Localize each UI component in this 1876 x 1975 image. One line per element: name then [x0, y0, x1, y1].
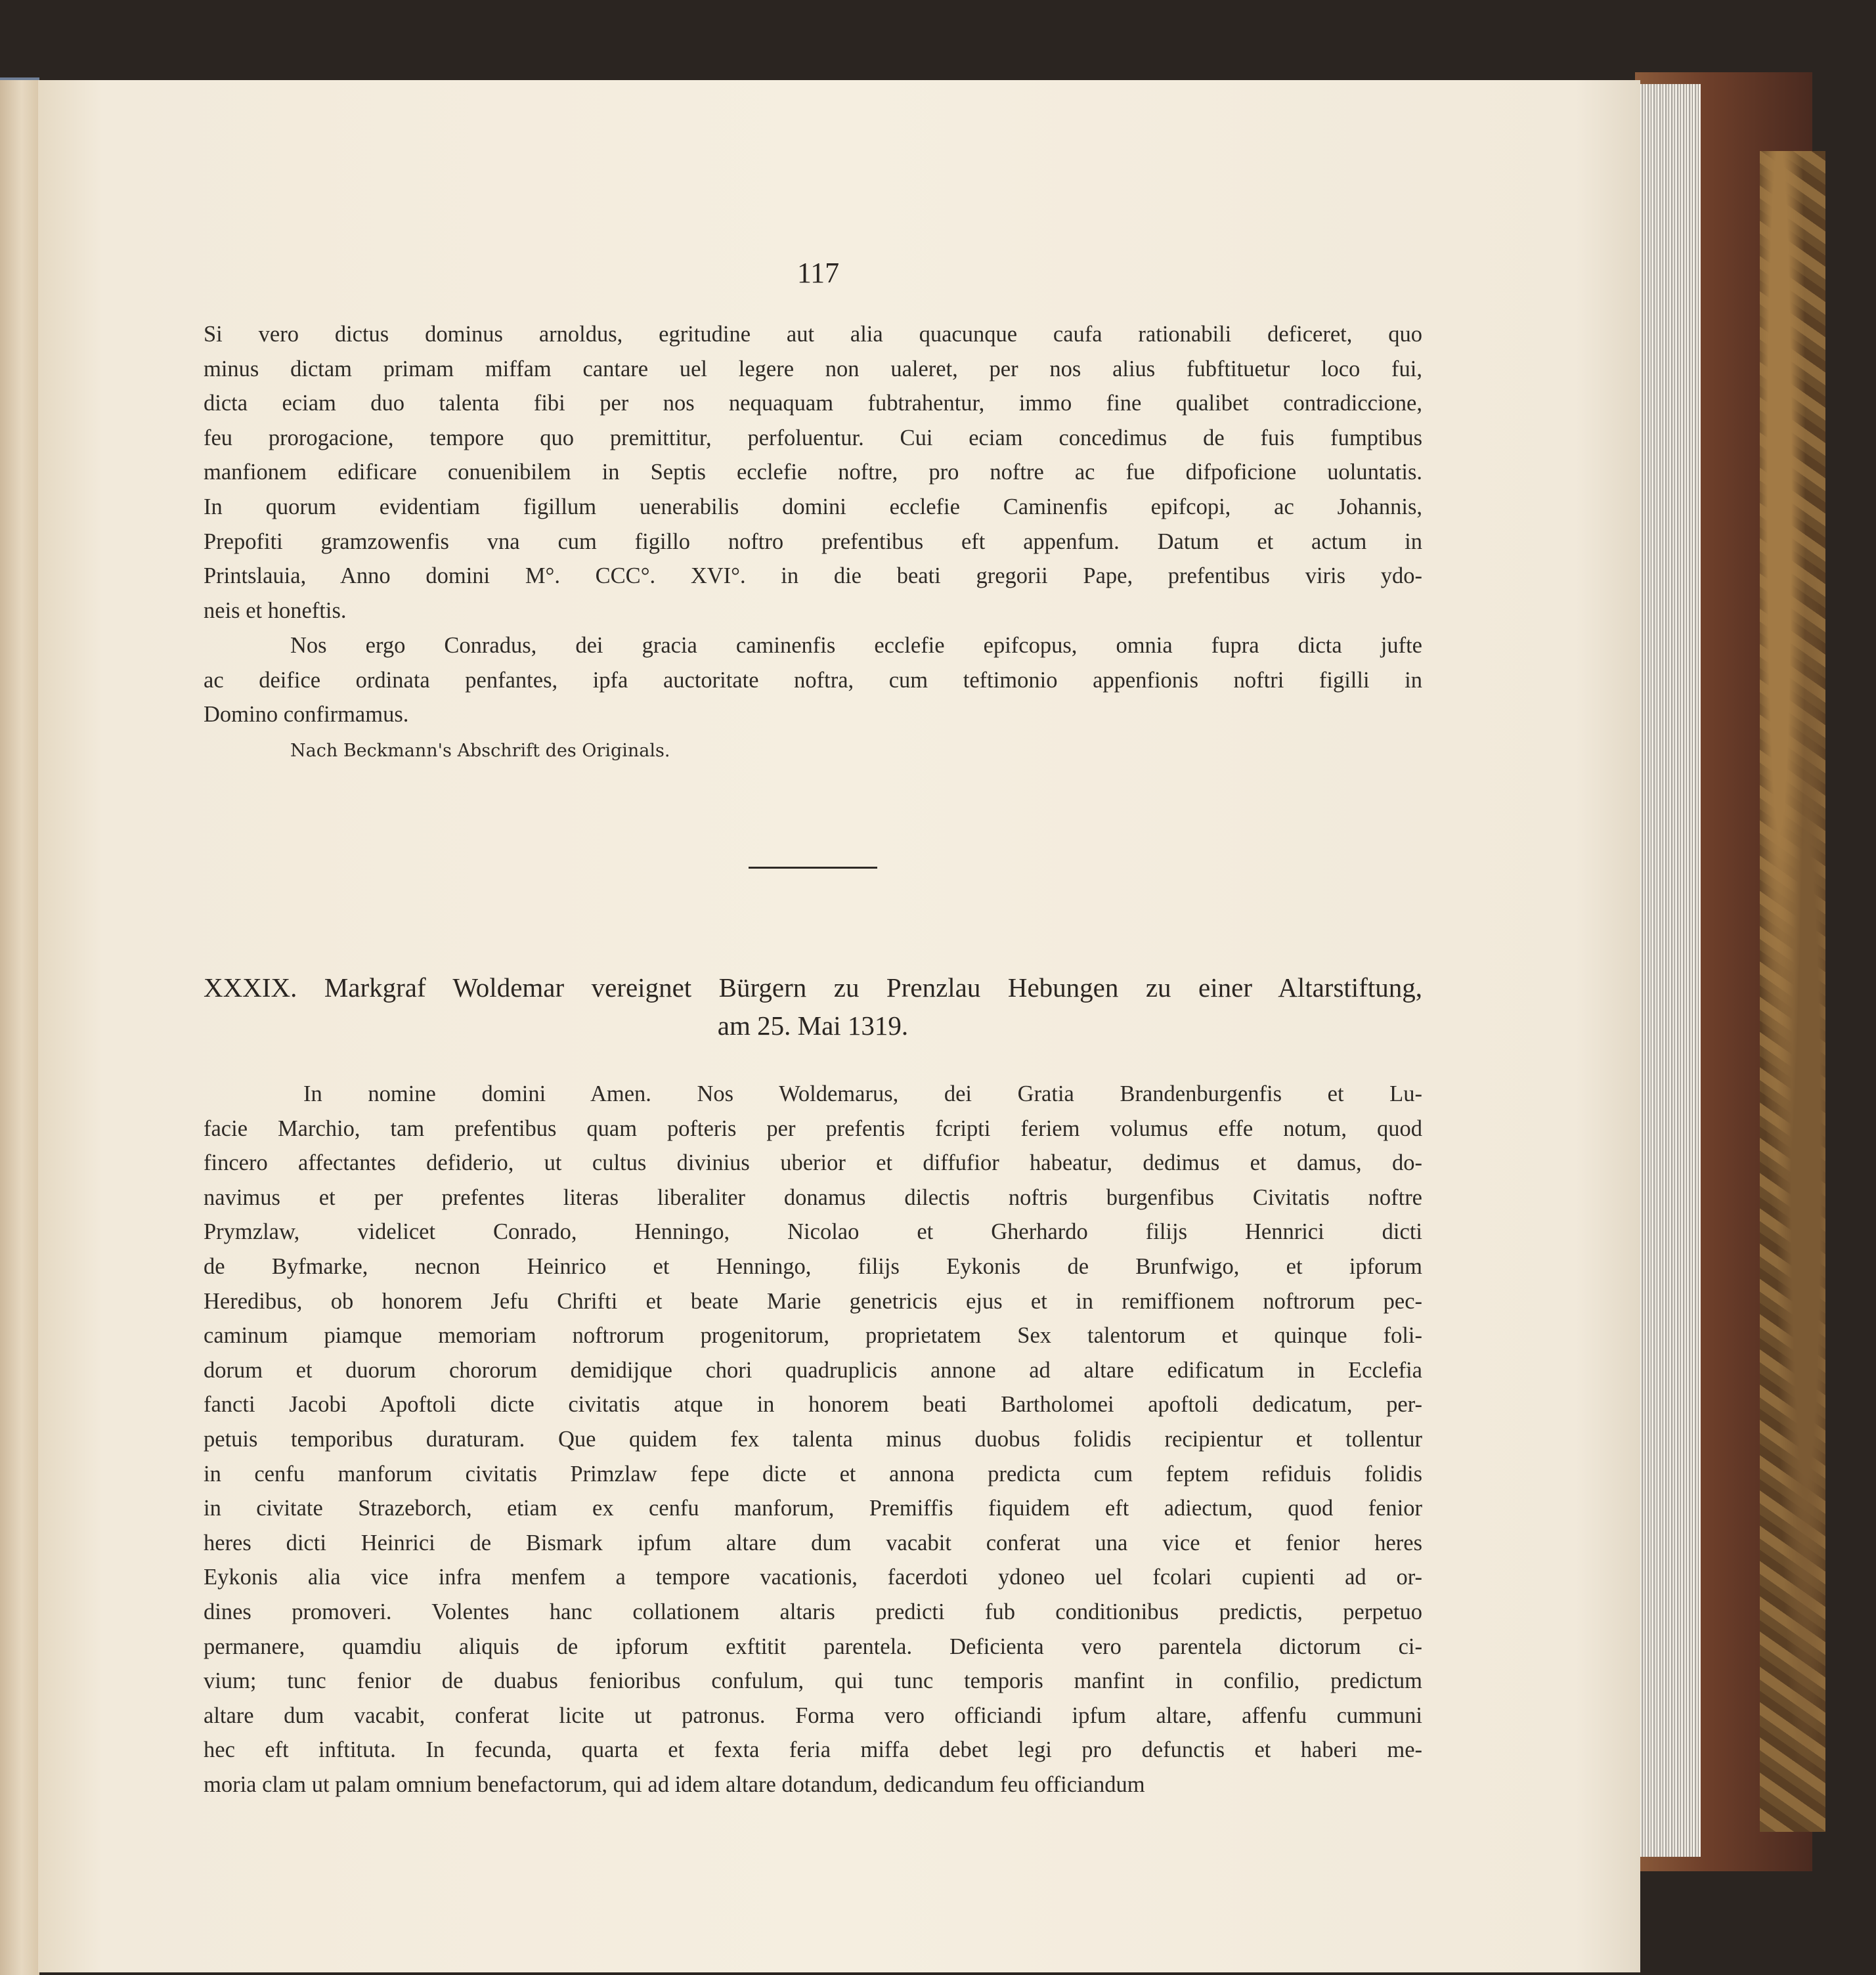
text-line: Nos ergo Conradus, dei gracia caminenfis ecclefie epifcopus, omnia fupra dicta jufte	[290, 633, 1422, 658]
document-heading	[204, 968, 1422, 1044]
text-line: Prymzlaw, videlicet Conrado, Henningo, Nicolao et Gherhardo filijs Hennrici dicti	[204, 1219, 1422, 1245]
text-line: neis et honeftis.	[204, 597, 347, 623]
heading-title: XXXIX. Markgraf Woldemar vereignet Bürgern zu Prenzlau Hebungen zu einer Altarstiftung,	[204, 972, 1422, 1003]
text-line: petuis temporibus duraturam. Que quidem fex talenta minus duobus folidis recipientur et tollentur	[204, 1426, 1422, 1452]
book-page	[38, 80, 1640, 1972]
section-divider	[749, 867, 877, 869]
text-line: In nomine domini Amen. Nos Woldemarus, dei Gratia Brandenburgenfis et Lu-	[303, 1081, 1422, 1106]
left-page-edge	[0, 77, 39, 1975]
text-line: Heredibus, ob honorem Jefu Chrifti et beate Marie genetricis ejus et in remiffionem noftrorum pec-	[204, 1288, 1422, 1314]
text-line: Domino confirmamus.	[204, 702, 409, 727]
text-line: Prepofiti gramzowenfis vna cum figillo noftro prefentibus eft appenfum. Datum et actum in	[204, 529, 1422, 554]
text-line: Si vero dictus dominus arnoldus, egritudine aut alia quacunque caufa rationabili deficeret, quo	[204, 322, 1422, 347]
source-note: Nach Beckmann's Abschrift des Originals.	[290, 741, 670, 761]
text-line: hec eft inftituta. In fecunda, quarta et fexta feria miffa debet legi pro defunctis et haberi me-	[204, 1737, 1422, 1763]
text-line: altare dum vacabit, conferat licite ut patronus. Forma vero officiandi ipfum altare, affenfu cummuni	[204, 1703, 1422, 1728]
text-line: in civitate Strazeborch, etiam ex cenfu manforum, Premiffis fiquidem eft adiectum, quod fenior	[204, 1496, 1422, 1521]
text-line: facie Marchio, tam prefentibus quam pofteris per prefentis fcripti feriem volumus effe notum, quod	[204, 1116, 1422, 1141]
text-line: Eykonis alia vice infra menfem a tempore vacationis, facerdoti ydoneo uel fcolari cupienti ad or-	[204, 1565, 1422, 1590]
text-line: de Byfmarke, necnon Heinrico et Henningo, filijs Eykonis de Brunfwigo, et ipforum	[204, 1253, 1422, 1279]
text-line: Printslauia, Anno domini M°. CCC°. XVI°. in die beati gregorii Pape, prefentibus viris ydo-	[204, 563, 1422, 589]
text-line: dicta eciam duo talenta fibi per nos nequaquam fubtrahentur, immo fine qualibet contradiccione,	[204, 391, 1422, 416]
text-line: feu prorogacione, tempore quo premittitur, perfoluentur. Cui eciam concedimus de fuis fumptibus	[204, 425, 1422, 450]
text-line: manfionem edificare conuenibilem in Septis ecclefie noftre, pro noftre ac fue difpoficione uoluntatis.	[204, 460, 1422, 485]
paragraph-charter-text	[204, 1077, 1422, 1802]
text-line: fincero affectantes defiderio, ut cultus divinius uberior et diffufior habeatur, dedimus et damus, do-	[204, 1150, 1422, 1176]
text-line: permanere, quamdiu aliquis de ipforum exftitit parentela. Deficienta vero parentela dictorum ci-	[204, 1634, 1422, 1659]
text-line: In quorum evidentiam figillum uenerabilis domini ecclefie Caminenfis epifcopi, ac Johannis,	[204, 494, 1422, 519]
paragraph-continued-charter	[204, 317, 1422, 628]
text-line: vium; tunc fenior de duabus fenioribus confulum, qui tunc temporis manfint in confilio, predictum	[204, 1668, 1422, 1694]
marbled-cover-edge	[1760, 151, 1825, 1832]
text-line: navimus et per prefentes literas liberaliter donamus dilectis noftris burgenfibus Civitatis noftre	[204, 1184, 1422, 1210]
text-line: fancti Jacobi Apoftoli dicte civitatis atque in honorem beati Bartholomei apoftoli dedicatum, per-	[204, 1392, 1422, 1418]
text-line: in cenfu manforum civitatis Primzlaw fepe dicte et annona predicta cum feptem refiduis folidis	[204, 1461, 1422, 1487]
text-line: minus dictam primam miffam cantare uel legere non ualeret, per nos alius fubftituetur loco fui,	[204, 356, 1422, 381]
text-line: caminum piamque memoriam noftrorum progenitorum, proprietatem Sex talentorum et quinque foli-	[204, 1323, 1422, 1349]
paragraph-confirmation	[204, 628, 1422, 732]
text-line: ac deifice ordinata penfantes, ipfa auctoritate noftra, cum teftimonio appenfionis noftri figilli in	[204, 667, 1422, 693]
text-line: heres dicti Heinrici de Bismark ipfum altare dum vacabit conferat una vice et fenior heres	[204, 1530, 1422, 1555]
page-number: 117	[796, 257, 840, 289]
heading-date: am 25. Mai 1319.	[717, 1010, 909, 1041]
text-line: moria clam ut palam omnium benefactorum, qui ad idem altare dotandum, dedicandum feu officiandum	[204, 1771, 1145, 1797]
text-line: dines promoveri. Volentes hanc collationem altaris predicti fub conditionibus predictis, perpetuo	[204, 1599, 1422, 1624]
text-line: dorum et duorum chororum demidijque chori quadruplicis annone ad altare edificatum in Ecclefia	[204, 1357, 1422, 1383]
